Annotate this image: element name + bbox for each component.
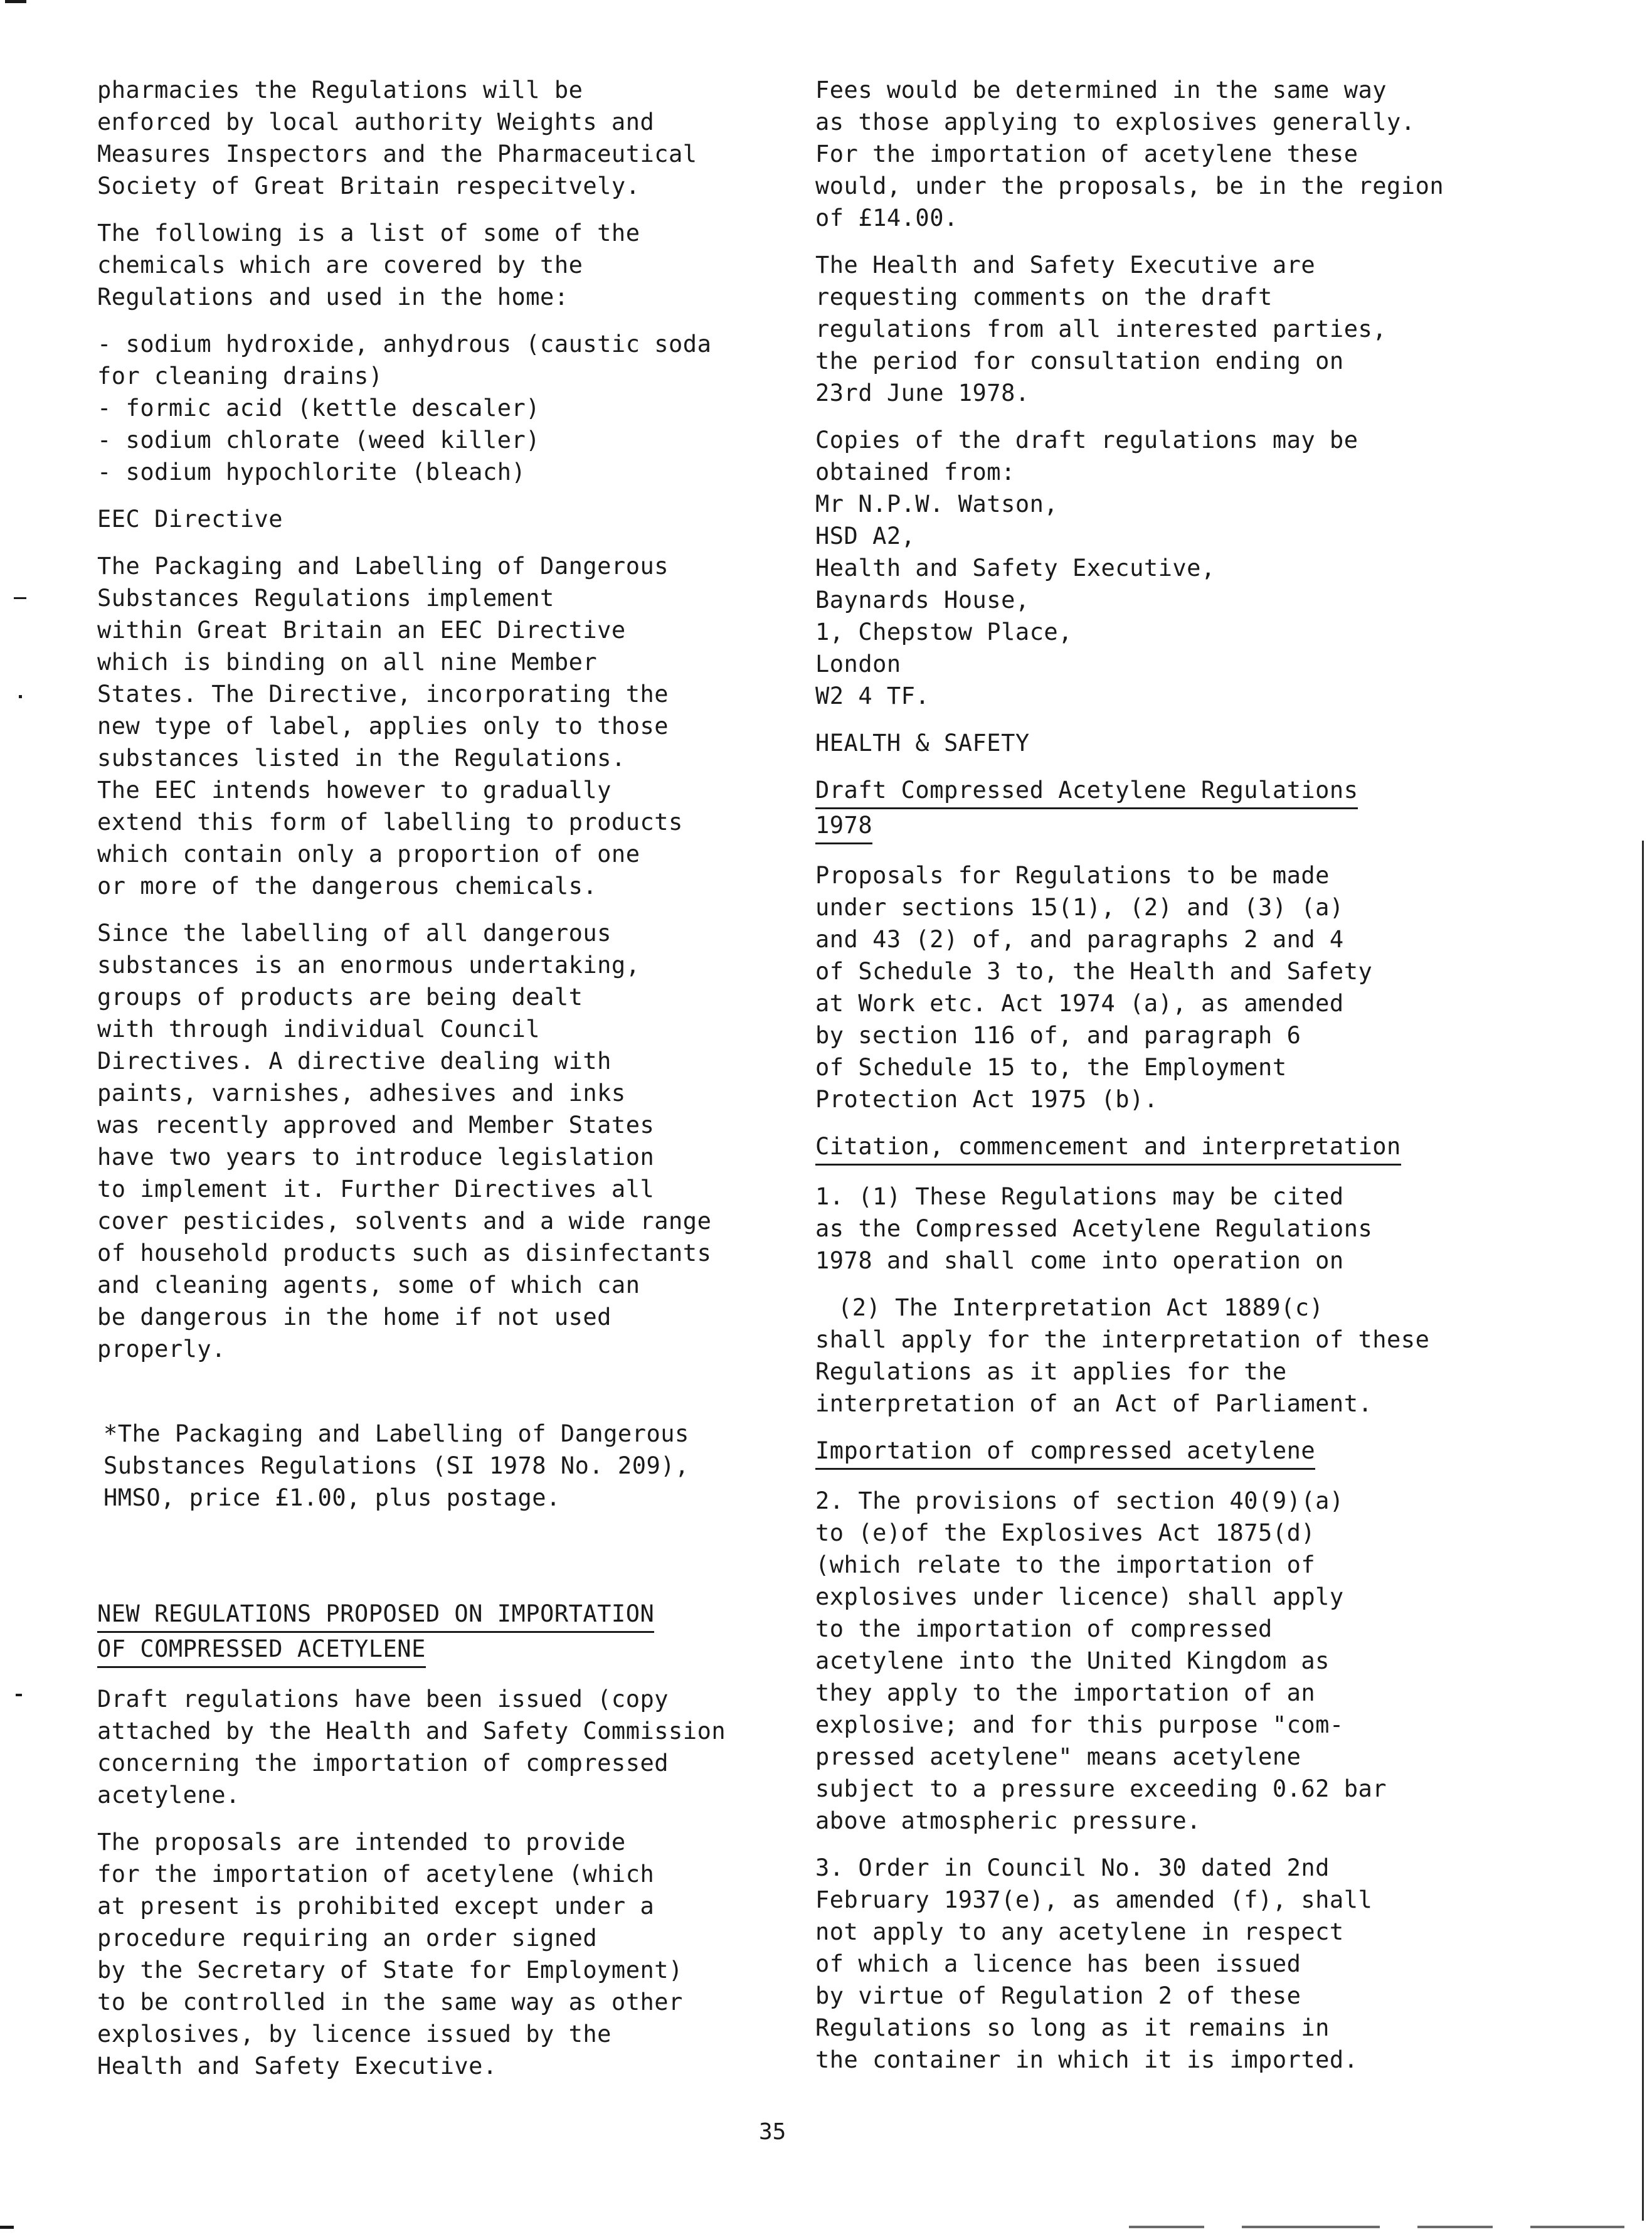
section-heading: EEC Directive [97, 506, 283, 533]
text-line: chemicals which are covered by the [97, 252, 583, 279]
scan-mark [14, 597, 26, 599]
text-line: Protection Act 1975 (b). [815, 1086, 1158, 1113]
text-line: 2. The provisions of section 40(9)(a) [815, 1487, 1344, 1514]
new-regulations-heading [97, 1598, 793, 1668]
text-line: Health and Safety Executive. [97, 2053, 497, 2080]
text-line: of £14.00. [815, 205, 958, 231]
text-line: HMSO, price £1.00, plus postage. [103, 1484, 561, 1511]
section-heading: 1978 [815, 812, 873, 839]
text-line: as those applying to explosives generally. [815, 109, 1416, 135]
eec-directive-paragraph [97, 550, 793, 902]
text-line: The following is a list of some of the [97, 220, 640, 247]
regulation-1-2-paragraph [815, 1292, 1555, 1420]
text-line: and 43 (2) of, and paragraphs 2 and 4 [815, 926, 1344, 953]
scan-mark [16, 1694, 22, 1696]
text-line: pharmacies the Regulations will be [97, 77, 583, 104]
scan-mark [1129, 2226, 1204, 2228]
text-line: 1, Chepstow Place, [815, 619, 1072, 646]
text-line: The Health and Safety Executive are [815, 252, 1316, 279]
text-line: Fees would be determined in the same way [815, 77, 1387, 104]
left-column [97, 74, 793, 2097]
text-line: shall apply for the interpretation of these [815, 1326, 1430, 1353]
health-safety-heading [815, 727, 1555, 759]
scan-mark [1530, 2226, 1624, 2228]
scan-mark [0, 2226, 14, 2229]
text-line: 1978 and shall come into operation on [815, 1247, 1344, 1274]
address-paragraph [815, 424, 1555, 712]
text-line: new type of label, applies only to those [97, 713, 669, 740]
text-line: Measures Inspectors and the Pharmaceutical [97, 141, 697, 167]
text-line: W2 4 TF. [815, 683, 930, 709]
text-line: of Schedule 3 to, the Health and Safety [815, 958, 1373, 985]
scan-mark [5, 0, 26, 3]
text-line: above atmospheric pressure. [815, 1807, 1201, 1834]
text-line: for the importation of acetylene (which [97, 1861, 655, 1888]
text-line: (2) The Interpretation Act 1889(c) [838, 1294, 1324, 1321]
scan-mark [1417, 2226, 1493, 2228]
text-line: which is binding on all nine Member [97, 649, 598, 676]
proposals-sections-paragraph [815, 859, 1555, 1115]
text-line: pressed acetylene" means acetylene [815, 1743, 1301, 1770]
scan-mark [1242, 2226, 1380, 2228]
text-line: London [815, 651, 901, 677]
text-line: explosives under licence) shall apply [815, 1583, 1344, 1610]
text-line: Mr N.P.W. Watson, [815, 491, 1059, 518]
text-line: at present is prohibited except under a [97, 1893, 655, 1920]
list-item: - sodium chlorate (weed killer) [97, 427, 541, 454]
text-line: by section 116 of, and paragraph 6 [815, 1022, 1301, 1049]
citation-heading [815, 1130, 1555, 1166]
text-line: enforced by local authority Weights and [97, 109, 655, 135]
text-line: as the Compressed Acetylene Regulations [815, 1215, 1373, 1242]
right-column [815, 74, 1555, 2091]
list-item: for cleaning drains) [97, 363, 383, 390]
draft-acetylene-heading [815, 774, 1555, 844]
regulation-2-paragraph [815, 1485, 1555, 1837]
text-line: States. The Directive, incorporating the [97, 681, 669, 708]
text-line: Society of Great Britain respecitvely. [97, 173, 640, 199]
text-line: The EEC intends however to gradually [97, 777, 612, 804]
text-line: or more of the dangerous chemicals. [97, 873, 598, 900]
text-line: *The Packaging and Labelling of Dangerous [103, 1420, 689, 1447]
regulation-1-paragraph [815, 1181, 1555, 1277]
text-line: not apply to any acetylene in respect [815, 1918, 1344, 1945]
text-line: substances listed in the Regulations. [97, 745, 626, 772]
text-line: subject to a pressure exceeding 0.62 bar [815, 1775, 1387, 1802]
regulation-3-paragraph [815, 1852, 1555, 2076]
text-line: Regulations and used in the home: [97, 284, 569, 311]
list-item: - sodium hypochlorite (bleach) [97, 459, 526, 486]
text-line: Regulations as it applies for the [815, 1358, 1287, 1385]
text-line: by the Secretary of State for Employment) [97, 1957, 683, 1984]
text-line: within Great Britain an EEC Directive [97, 617, 626, 644]
importation-heading [815, 1435, 1555, 1470]
fees-paragraph [815, 74, 1555, 234]
text-line: and cleaning agents, some of which can [97, 1272, 640, 1299]
page-number: 35 [759, 2119, 786, 2145]
proposals-paragraph [97, 1826, 793, 2082]
text-line: acetylene into the United Kingdom as [815, 1647, 1330, 1674]
text-line: interpretation of an Act of Parliament. [815, 1390, 1373, 1417]
text-line: groups of products are being dealt [97, 984, 583, 1011]
text-line: explosive; and for this purpose "com- [815, 1711, 1344, 1738]
text-line: of household products such as disinfectants [97, 1240, 712, 1267]
text-line: Substances Regulations implement [97, 585, 554, 612]
pharmacies-paragraph [97, 74, 793, 202]
text-line: 23rd June 1978. [815, 380, 1030, 406]
text-line: Regulations so long as it remains in [815, 2014, 1330, 2041]
text-line: with through individual Council [97, 1016, 541, 1043]
draft-regulations-paragraph [97, 1683, 793, 1811]
text-line: to be controlled in the same way as other [97, 1989, 683, 2016]
text-line: acetylene. [97, 1782, 240, 1809]
text-line: Copies of the draft regulations may be [815, 427, 1358, 454]
text-line: have two years to introduce legislation [97, 1144, 655, 1171]
text-line: the container in which it is imported. [815, 2046, 1358, 2073]
section-heading: NEW REGULATIONS PROPOSED ON IMPORTATION [97, 1600, 655, 1627]
text-line: HSD A2, [815, 523, 916, 550]
text-line: would, under the proposals, be in the region [815, 173, 1444, 199]
labelling-paragraph [97, 917, 793, 1365]
text-line: attached by the Health and Safety Commission [97, 1718, 726, 1745]
text-line: Proposals for Regulations to be made [815, 862, 1330, 889]
text-line: concerning the importation of compressed [97, 1750, 669, 1777]
list-item: - sodium hydroxide, anhydrous (caustic soda [97, 331, 712, 358]
text-line: at Work etc. Act 1974 (a), as amended [815, 990, 1344, 1017]
text-line: Draft regulations have been issued (copy [97, 1686, 669, 1713]
comments-paragraph [815, 249, 1555, 409]
text-line: obtained from: [815, 459, 1015, 486]
text-line: cover pesticides, solvents and a wide range [97, 1208, 712, 1235]
text-line: extend this form of labelling to products [97, 809, 683, 836]
text-line: of which a licence has been issued [815, 1950, 1301, 1977]
text-line: to (e)of the Explosives Act 1875(d) [815, 1519, 1316, 1546]
text-line: of Schedule 15 to, the Employment [815, 1054, 1287, 1081]
text-line: to the importation of compressed [815, 1615, 1273, 1642]
scan-mark [19, 695, 22, 698]
text-line: procedure requiring an order signed [97, 1925, 598, 1952]
text-line: 1. (1) These Regulations may be cited [815, 1183, 1344, 1210]
text-line: The proposals are intended to provide [97, 1829, 626, 1856]
text-line: Substances Regulations (SI 1978 No. 209), [103, 1452, 689, 1479]
text-line: substances is an enormous undertaking, [97, 952, 640, 979]
section-heading: HEALTH & SAFETY [815, 730, 1030, 757]
text-line: which contain only a proportion of one [97, 841, 640, 868]
footnote [97, 1418, 793, 1514]
text-line: Directives. A directive dealing with [97, 1048, 612, 1075]
text-line: was recently approved and Member States [97, 1112, 655, 1139]
text-line: (which relate to the importation of [815, 1551, 1316, 1578]
section-heading: OF COMPRESSED ACETYLENE [97, 1635, 426, 1662]
text-line: the period for consultation ending on [815, 348, 1344, 375]
text-line: The Packaging and Labelling of Dangerous [97, 553, 669, 580]
chemicals-intro-paragraph [97, 217, 793, 313]
text-line: explosives, by licence issued by the [97, 2021, 612, 2048]
text-line: February 1937(e), as amended (f), shall [815, 1886, 1373, 1913]
text-line: requesting comments on the draft [815, 284, 1273, 311]
text-line: 3. Order in Council No. 30 dated 2nd [815, 1854, 1330, 1881]
text-line: Health and Safety Executive, [815, 555, 1215, 582]
section-heading: Draft Compressed Acetylene Regulations [815, 777, 1358, 804]
text-line: be dangerous in the home if not used [97, 1304, 612, 1331]
text-line: properly. [97, 1336, 226, 1363]
text-line: they apply to the importation of an [815, 1679, 1316, 1706]
chemicals-list [97, 328, 793, 488]
page-edge-rule [1642, 841, 1644, 2221]
text-line: regulations from all interested parties, [815, 316, 1387, 343]
list-item: - formic acid (kettle descaler) [97, 395, 541, 422]
text-line: under sections 15(1), (2) and (3) (a) [815, 894, 1344, 921]
eec-directive-heading [97, 503, 793, 535]
text-line: For the importation of acetylene these [815, 141, 1358, 167]
text-line: paints, varnishes, adhesives and inks [97, 1080, 626, 1107]
text-line: Since the labelling of all dangerous [97, 920, 612, 947]
text-line: Baynards House, [815, 587, 1030, 614]
text-line: by virtue of Regulation 2 of these [815, 1982, 1301, 2009]
section-heading: Citation, commencement and interpretation [815, 1133, 1401, 1160]
text-line: to implement it. Further Directives all [97, 1176, 655, 1203]
section-heading: Importation of compressed acetylene [815, 1437, 1316, 1464]
